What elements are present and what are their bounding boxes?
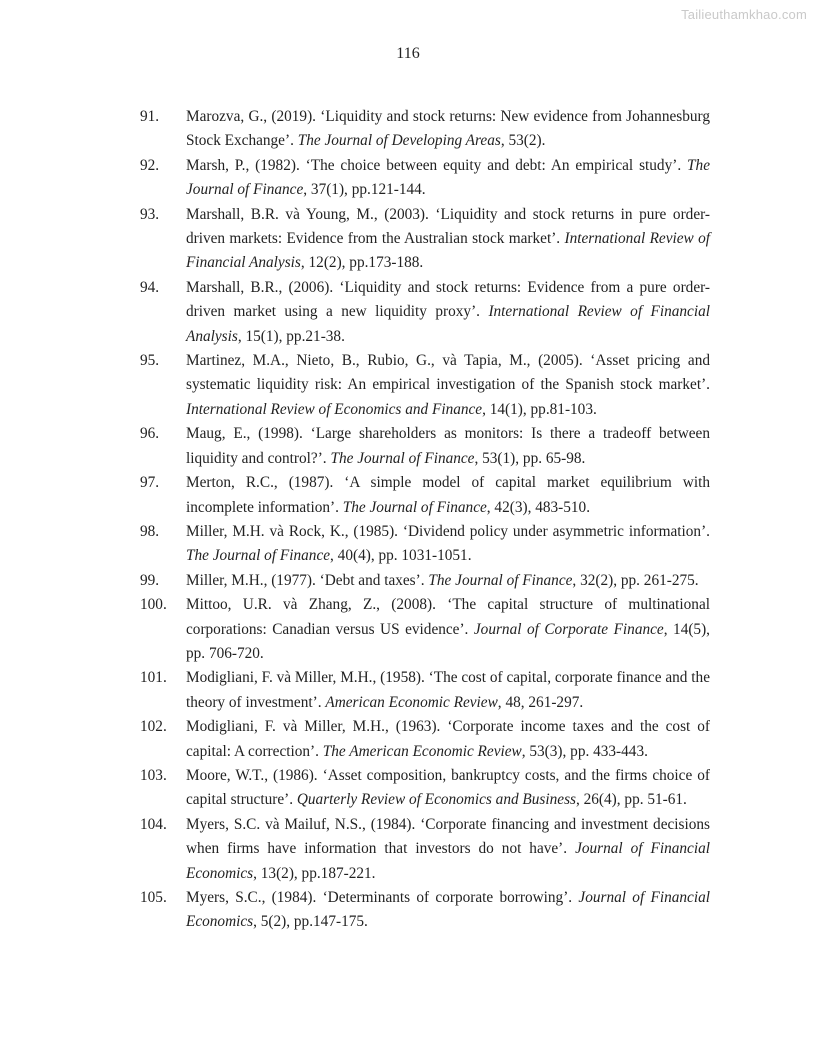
- reference-number: 103.: [140, 766, 167, 784]
- reference-journal: The Journal of Finance: [186, 547, 331, 565]
- reference-item: [140, 276, 710, 349]
- reference-text: Miller, M.H., (1977). ‘Debt and taxes’.: [186, 571, 429, 589]
- reference-details: , 32(2), pp. 261-275.: [572, 571, 699, 589]
- reference-number: 104.: [140, 815, 167, 833]
- reference-number: 93.: [140, 205, 160, 223]
- reference-number: 95.: [140, 352, 160, 370]
- reference-text: Marsh, P., (1982). ‘The choice between equity and debt: An empirical study’.: [186, 156, 688, 174]
- reference-number: 102.: [140, 718, 167, 736]
- reference-text: Marshall, B.R., (2006). ‘Liquidity and stock returns: Evidence from a pure order-driven market using a new liquidity proxy’.: [186, 278, 710, 321]
- reference-text: Maug, E., (1998). ‘Large shareholders as monitors: Is there a tradeoff between liquidity and control?’.: [186, 425, 710, 467]
- reference-details: , 26(4), pp. 51-61.: [575, 791, 687, 809]
- reference-details: , 5(2), pp.147-175.: [253, 913, 368, 931]
- reference-details: , 14(5), pp. 706-720.: [186, 620, 710, 662]
- reference-text: Moore, W.T., (1986). ‘Asset composition, bankruptcy costs, and the firms choice of capital structure’.: [186, 766, 710, 809]
- reference-details: , 15(1), pp.21-38.: [237, 327, 345, 345]
- reference-text: Merton, R.C., (1987). ‘A simple model of capital market equilibrium with incomplete information’.: [186, 474, 710, 516]
- reference-item: [140, 886, 710, 935]
- reference-item: [140, 349, 710, 422]
- reference-journal: The Journal of Finance: [342, 498, 487, 516]
- reference-text: Marozva, G., (2019). ‘Liquidity and stock returns: New evidence from Johannesburg Stock Exchange’.: [186, 108, 710, 150]
- reference-journal: Journal of Corporate Finance: [473, 620, 664, 638]
- reference-text: Myers, S.C., (1984). ‘Determinants of corporate borrowing’.: [186, 889, 579, 906]
- reference-item: [140, 593, 710, 666]
- reference-number: 92.: [140, 156, 160, 174]
- reference-number: 99.: [140, 571, 160, 589]
- reference-list: [140, 105, 710, 935]
- reference-details: , 13(2), pp.187-221.: [253, 864, 376, 882]
- reference-details: , 53(3), pp. 433-443.: [521, 742, 648, 760]
- reference-details: , 48, 261-297.: [497, 693, 584, 711]
- reference-details: , 12(2), pp.173-188.: [300, 254, 424, 272]
- reference-item: [140, 715, 710, 764]
- reference-item: [140, 471, 710, 520]
- reference-number: 94.: [140, 278, 160, 296]
- reference-journal: Journal of Financial Economics: [186, 889, 710, 931]
- reference-text: Modigliani, F. và Miller, M.H., (1963). ‘Corporate income taxes and the cost of capital: A correction’.: [186, 718, 710, 760]
- reference-item: [140, 813, 710, 886]
- reference-details: , 40(4), pp. 1031-1051.: [330, 547, 472, 565]
- reference-number: 91.: [140, 108, 160, 125]
- reference-item: [140, 764, 710, 813]
- reference-journal: International Review of Financial Analysis: [186, 230, 710, 272]
- reference-details: , 14(1), pp.81-103.: [482, 400, 597, 418]
- reference-journal: International Review of Economics and Finance: [186, 400, 483, 418]
- reference-journal: Quarterly Review of Economics and Business: [296, 791, 576, 809]
- reference-details: , 53(2).: [500, 132, 546, 150]
- page-number: 116: [396, 45, 420, 62]
- reference-number: 105.: [140, 889, 167, 906]
- reference-journal: The Journal of Finance: [428, 571, 573, 589]
- reference-journal: American Economic Review: [325, 693, 498, 711]
- reference-item: [140, 154, 710, 203]
- reference-journal: The Journal of Developing Areas: [297, 132, 501, 150]
- reference-text: Marshall, B.R. và Young, M., (2003). ‘Liquidity and stock returns in pure order-driven markets: Evidence from the Australian stock market’.: [186, 205, 710, 248]
- reference-item: [140, 569, 710, 593]
- reference-journal: Journal of Financial Economics: [186, 840, 710, 882]
- reference-item: [140, 520, 710, 569]
- reference-text: Myers, S.C. và Mailuf, N.S., (1984). ‘Corporate financing and investment decisions when firms have information that investors do not have’.: [186, 815, 710, 858]
- reference-number: 96.: [140, 425, 160, 443]
- reference-number: 100.: [140, 596, 167, 614]
- reference-journal: The Journal of Finance: [186, 156, 710, 199]
- reference-text: Miller, M.H. và Rock, K., (1985). ‘Dividend policy under asymmetric information’.: [186, 522, 710, 540]
- reference-details: , 53(1), pp. 65-98.: [474, 449, 586, 467]
- reference-number: 97.: [140, 474, 160, 492]
- reference-journal: International Review of Financial Analysis: [186, 303, 710, 345]
- reference-text: Modigliani, F. và Miller, M.H., (1958). ‘The cost of capital, corporate finance and the theory of investment’.: [186, 669, 710, 711]
- reference-text: Mittoo, U.R. và Zhang, Z., (2008). ‘The capital structure of multinational corporations: Canadian versus US evidence’.: [186, 596, 710, 638]
- reference-number: 98.: [140, 522, 160, 540]
- reference-item: [140, 422, 710, 471]
- reference-number: 101.: [140, 669, 167, 687]
- reference-item: [140, 203, 710, 276]
- reference-journal: The Journal of Finance: [330, 449, 475, 467]
- reference-item: [140, 105, 710, 154]
- reference-details: , 37(1), pp.121-144.: [303, 181, 426, 199]
- watermark: Tailieuthamkhao.com: [681, 7, 807, 22]
- reference-item: [140, 666, 710, 715]
- reference-text: Martinez, M.A., Nieto, B., Rubio, G., và Tapia, M., (2005). ‘Asset pricing and systematic liquidity risk: An empirical investigation of the Spanish stock market’.: [186, 352, 710, 394]
- reference-details: , 42(3), 483-510.: [486, 498, 591, 516]
- reference-journal: The American Economic Review: [322, 742, 522, 760]
